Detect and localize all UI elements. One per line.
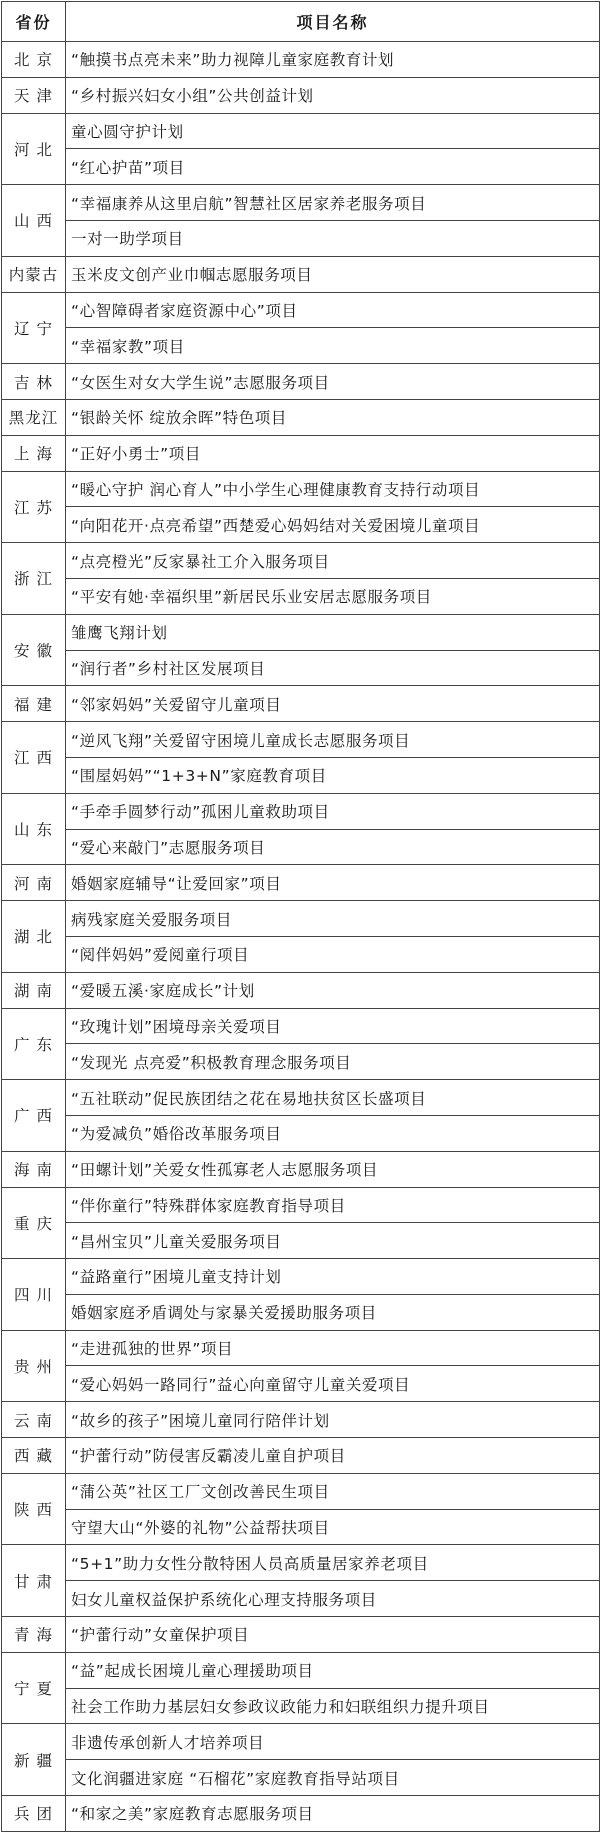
project-name-cell: “爱心来敲门”志愿服务项目: [66, 829, 600, 865]
table-row: [2, 220, 600, 256]
province-cell: 天 津: [2, 77, 66, 113]
province-cell: 陕 西: [2, 1473, 66, 1545]
project-name-cell: “红心护苗”项目: [66, 149, 600, 185]
project-name-cell: “暖心守护 润心育人”中小学生心理健康教育支持行动项目: [66, 471, 600, 507]
project-name-cell: 社会工作助力基层妇女参政议政能力和妇联组织力提升项目: [66, 1688, 600, 1724]
table-row: [2, 1473, 600, 1509]
project-name-cell: 玉米皮文创产业巾帼志愿服务项目: [66, 256, 600, 292]
table-row: [2, 1366, 600, 1402]
table-body: [2, 42, 600, 1832]
project-name-cell: “伴你童行”特殊群体家庭教育指导项目: [66, 1187, 600, 1223]
table-row: [2, 757, 600, 793]
table-row: [2, 471, 600, 507]
table-row: [2, 578, 600, 614]
table-row: [2, 364, 600, 400]
table-row: [2, 1617, 600, 1653]
project-table: [1, 1, 600, 1832]
table-row: [2, 1760, 600, 1796]
project-name-cell: “触摸书点亮未来”助力视障儿童家庭教育计划: [66, 42, 600, 78]
table-row: [2, 256, 600, 292]
project-name-cell: “围屋妈妈”“1+3+N”家庭教育项目: [66, 757, 600, 793]
table-row: [2, 1151, 600, 1187]
header-row: [2, 2, 600, 42]
table-row: [2, 1688, 600, 1724]
table-row: [2, 77, 600, 113]
province-cell: 吉 林: [2, 364, 66, 400]
project-name-cell: “乡村振兴妇女小组”公共创益计划: [66, 77, 600, 113]
province-cell: 云 南: [2, 1402, 66, 1438]
project-name-cell: “手牵手圆梦行动”孤困儿童救助项目: [66, 793, 600, 829]
project-name-cell: “向阳花开·点亮希望”西楚爱心妈妈结对关爱困境儿童项目: [66, 507, 600, 543]
project-name-cell: 非遗传承创新人才培养项目: [66, 1724, 600, 1760]
province-cell: 湖 南: [2, 972, 66, 1008]
province-cell: 辽 宁: [2, 292, 66, 364]
province-cell: 江 西: [2, 722, 66, 794]
province-cell: 四 川: [2, 1259, 66, 1331]
province-cell: 广 西: [2, 1080, 66, 1152]
table-row: [2, 722, 600, 758]
table-row: [2, 1652, 600, 1688]
project-name-cell: “银龄关怀 绽放余晖”特色项目: [66, 399, 600, 435]
project-name-cell: 婚姻家庭辅导“让爱回家”项目: [66, 865, 600, 901]
province-cell: 贵 州: [2, 1330, 66, 1402]
project-name-cell: 一对一助学项目: [66, 220, 600, 256]
project-name-cell: 文化润疆进家庭 “石榴花”家庭教育指导站项目: [66, 1760, 600, 1796]
province-cell: 山 西: [2, 185, 66, 257]
province-cell: 湖 北: [2, 901, 66, 973]
province-cell: 新 疆: [2, 1724, 66, 1796]
table-row: [2, 292, 600, 328]
table-row: [2, 185, 600, 221]
province-cell: 安 徽: [2, 614, 66, 686]
province-cell: 上 海: [2, 435, 66, 471]
table-row: [2, 865, 600, 901]
project-name-cell: 婚姻家庭矛盾调处与家暴关爱援助服务项目: [66, 1294, 600, 1330]
table-row: [2, 149, 600, 185]
province-cell: 福 建: [2, 686, 66, 722]
table-row: [2, 1796, 600, 1832]
project-name-cell: “心智障碍者家庭资源中心”项目: [66, 292, 600, 328]
project-name-cell: “平安有她·幸福织里”新居民乐业安居志愿服务项目: [66, 578, 600, 614]
province-cell: 浙 江: [2, 543, 66, 615]
project-name-cell: “护蕾行动”防侵害反霸凌儿童自护项目: [66, 1438, 600, 1474]
province-cell: 黑龙江: [2, 399, 66, 435]
province-cell: 内蒙古: [2, 256, 66, 292]
table-row: [2, 972, 600, 1008]
project-name-cell: “益”起成长困境儿童心理援助项目: [66, 1652, 600, 1688]
province-cell: 宁 夏: [2, 1652, 66, 1724]
project-name-cell: “护蕾行动”女童保护项目: [66, 1617, 600, 1653]
table-row: [2, 1438, 600, 1474]
table-row: [2, 1294, 600, 1330]
table-row: [2, 1724, 600, 1760]
table-row: [2, 1545, 600, 1581]
header-province: 省份: [2, 2, 66, 42]
project-name-cell: “幸福家教”项目: [66, 328, 600, 364]
header-project-name: 项目名称: [66, 2, 600, 42]
project-name-cell: “逆风飞翔”关爱留守困境儿童成长志愿服务项目: [66, 722, 600, 758]
table-row: [2, 1223, 600, 1259]
project-name-cell: 童心圆守护计划: [66, 113, 600, 149]
table-row: [2, 1259, 600, 1295]
province-cell: 河 南: [2, 865, 66, 901]
project-name-cell: “为爱减负”婚俗改革服务项目: [66, 1115, 600, 1151]
project-name-cell: “发现光 点亮爱”积极教育理念服务项目: [66, 1044, 600, 1080]
province-cell: 河 北: [2, 113, 66, 185]
project-name-cell: “五社联动”促民族团结之花在易地扶贫区长盛项目: [66, 1080, 600, 1116]
province-cell: 北 京: [2, 42, 66, 78]
project-name-cell: “幸福康养从这里启航”智慧社区居家养老服务项目: [66, 185, 600, 221]
project-name-cell: “昌州宝贝”儿童关爱服务项目: [66, 1223, 600, 1259]
table-row: [2, 42, 600, 78]
project-name-cell: “爱暖五溪·家庭成长”计划: [66, 972, 600, 1008]
table-row: [2, 901, 600, 937]
table-row: [2, 1187, 600, 1223]
province-cell: 海 南: [2, 1151, 66, 1187]
table-row: [2, 1581, 600, 1617]
table-row: [2, 650, 600, 686]
project-name-cell: “爱心妈妈一路同行”益心向童留守儿童关爱项目: [66, 1366, 600, 1402]
table-row: [2, 686, 600, 722]
province-cell: 兵 团: [2, 1796, 66, 1832]
province-cell: 西 藏: [2, 1438, 66, 1474]
project-name-cell: “和家之美”家庭教育志愿服务项目: [66, 1796, 600, 1832]
table-row: [2, 1115, 600, 1151]
table-row: [2, 543, 600, 579]
table-row: [2, 435, 600, 471]
project-name-cell: “点亮橙光”反家暴社工介入服务项目: [66, 543, 600, 579]
table-row: [2, 1080, 600, 1116]
project-name-cell: “田螺计划”关爱女性孤寡老人志愿服务项目: [66, 1151, 600, 1187]
project-name-cell: 妇女儿童权益保护系统化心理支持服务项目: [66, 1581, 600, 1617]
table-row: [2, 936, 600, 972]
project-name-cell: “故乡的孩子”困境儿童同行陪伴计划: [66, 1402, 600, 1438]
table-row: [2, 614, 600, 650]
project-name-cell: 病残家庭关爱服务项目: [66, 901, 600, 937]
province-cell: 广 东: [2, 1008, 66, 1080]
province-cell: 重 庆: [2, 1187, 66, 1259]
table-row: [2, 1509, 600, 1545]
table-row: [2, 113, 600, 149]
project-name-cell: “阅伴妈妈”爱阅童行项目: [66, 936, 600, 972]
table-row: [2, 399, 600, 435]
project-name-cell: “邻家妈妈”关爱留守儿童项目: [66, 686, 600, 722]
table-row: [2, 1402, 600, 1438]
province-cell: 甘 肃: [2, 1545, 66, 1617]
table-header: [2, 2, 600, 42]
project-name-cell: “5+1”助力女性分散特困人员高质量居家养老项目: [66, 1545, 600, 1581]
table-row: [2, 328, 600, 364]
table-row: [2, 829, 600, 865]
table-row: [2, 1008, 600, 1044]
project-name-cell: 守望大山“外婆的礼物”公益帮扶项目: [66, 1509, 600, 1545]
table-row: [2, 507, 600, 543]
project-name-cell: 雏鹰飞翔计划: [66, 614, 600, 650]
project-name-cell: “走进孤独的世界”项目: [66, 1330, 600, 1366]
project-name-cell: “玫瑰计划”困境母亲关爱项目: [66, 1008, 600, 1044]
project-name-cell: “益路童行”困境儿童支持计划: [66, 1259, 600, 1295]
province-cell: 江 苏: [2, 471, 66, 543]
table-row: [2, 793, 600, 829]
project-name-cell: “女医生对女大学生说”志愿服务项目: [66, 364, 600, 400]
province-cell: 山 东: [2, 793, 66, 865]
table-row: [2, 1330, 600, 1366]
project-name-cell: “正好小勇士”项目: [66, 435, 600, 471]
project-name-cell: “蒲公英”社区工厂文创改善民生项目: [66, 1473, 600, 1509]
project-name-cell: “润行者”乡村社区发展项目: [66, 650, 600, 686]
province-cell: 青 海: [2, 1617, 66, 1653]
table-row: [2, 1044, 600, 1080]
